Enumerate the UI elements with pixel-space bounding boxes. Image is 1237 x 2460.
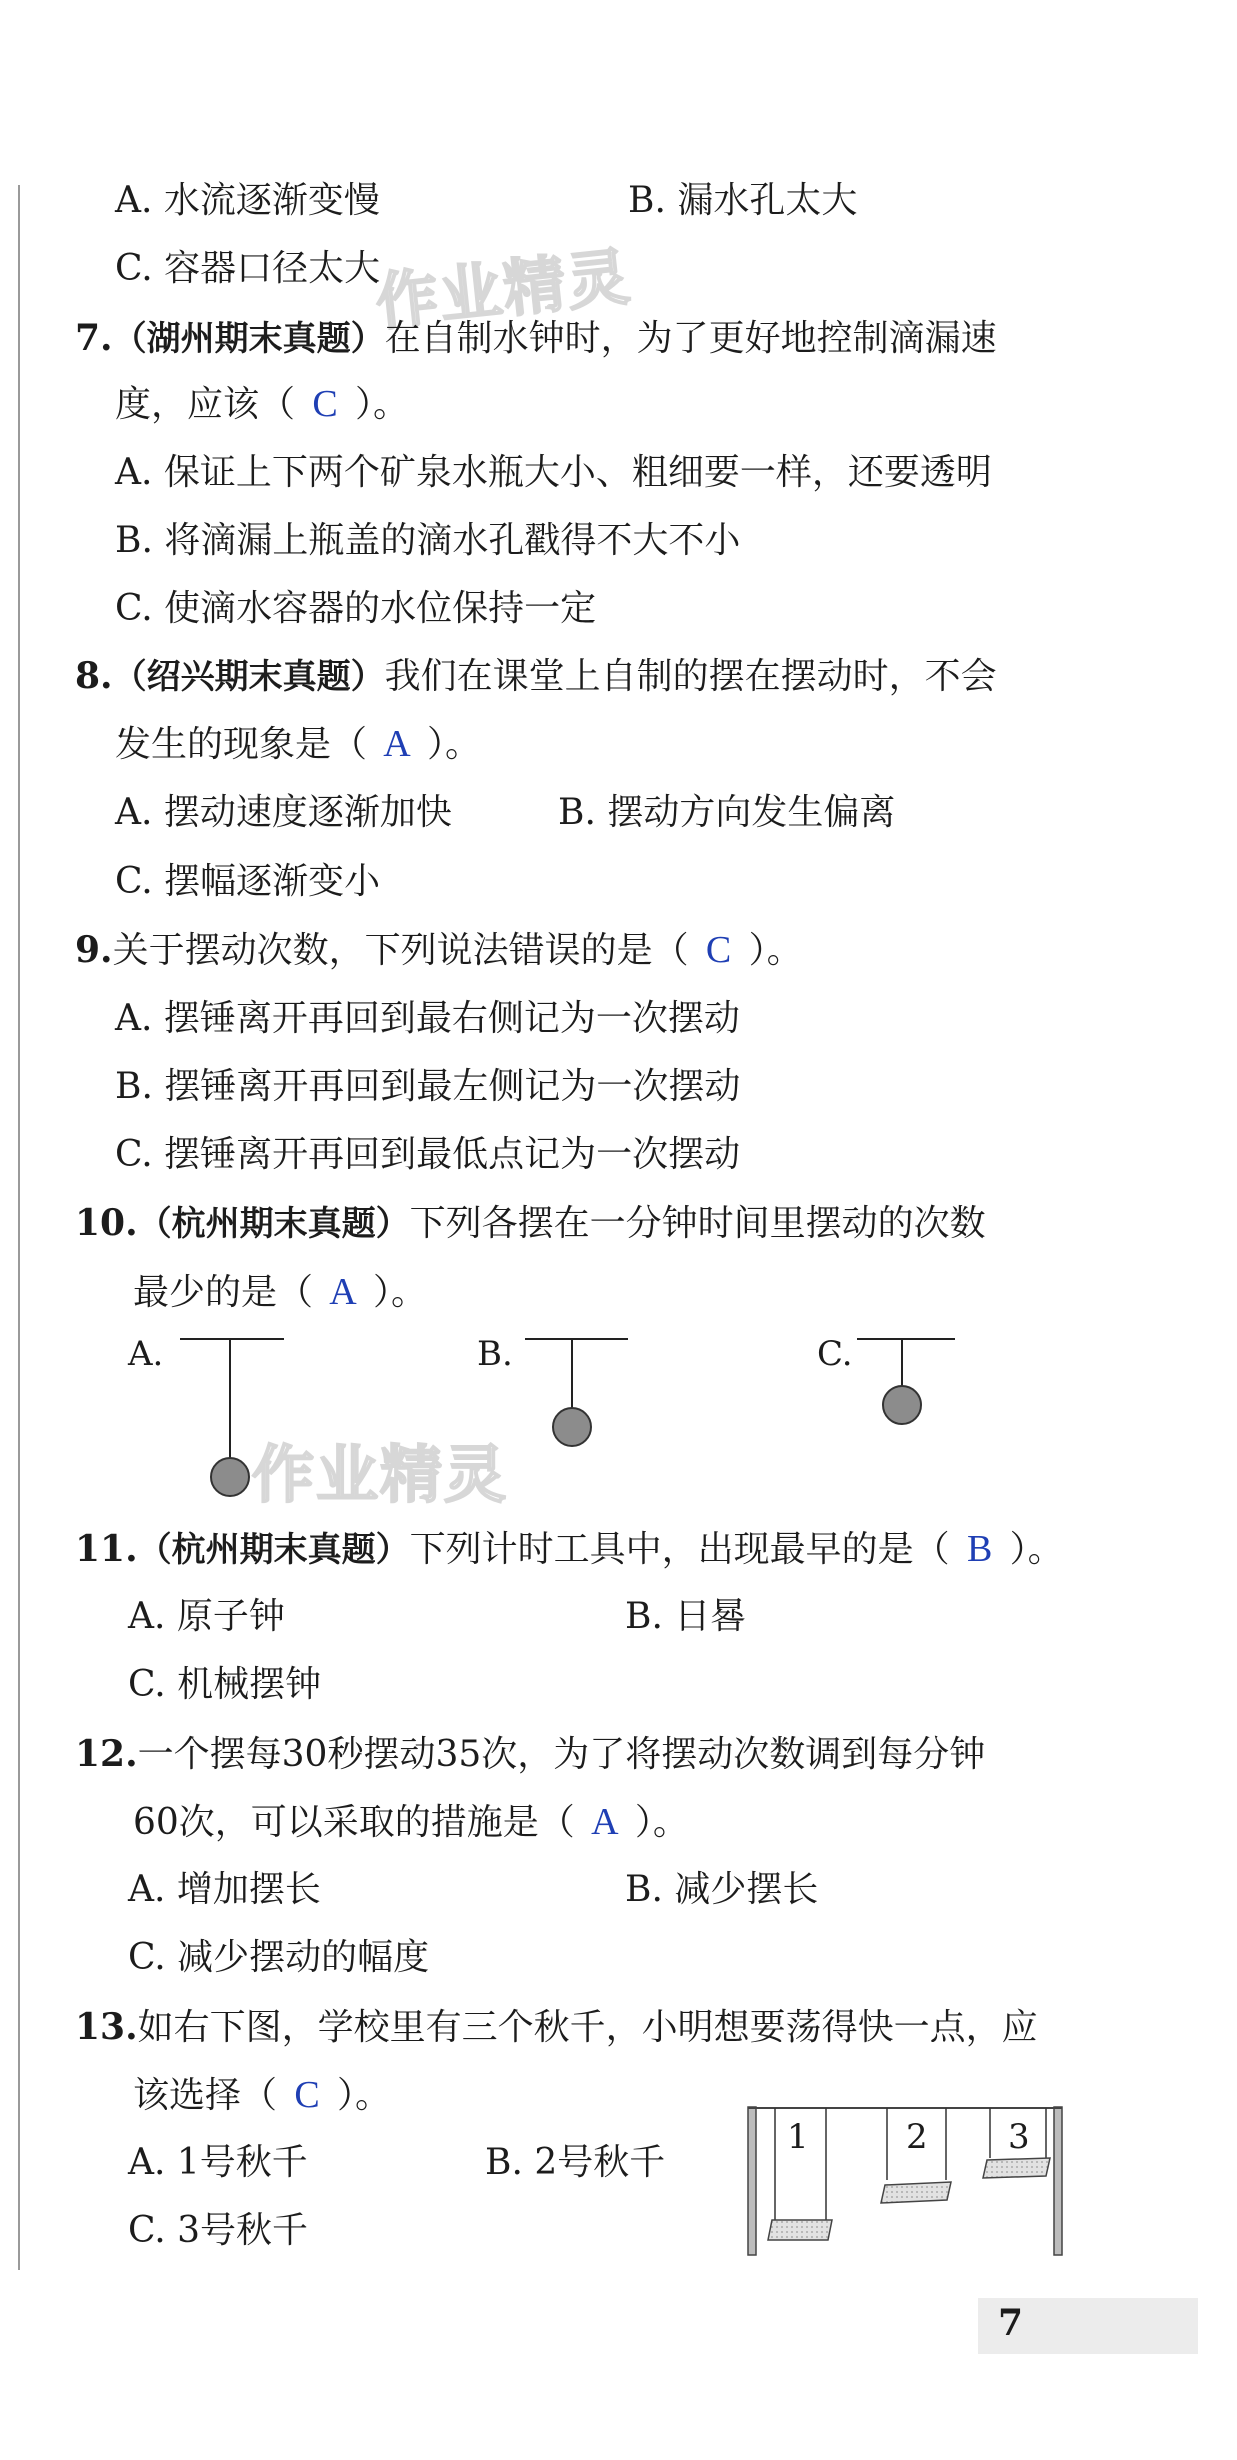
q11-answer: B — [966, 1528, 993, 1570]
q7-stem-text: 在自制水钟时，为了更好地控制滴漏速 — [384, 318, 997, 359]
q7-number: 7. — [75, 317, 113, 359]
q7-option-b: B. 将滴漏上瓶盖的滴水孔戳得不大不小 — [115, 520, 741, 561]
watermark: 作业精灵 — [252, 1438, 509, 1511]
q6-option-b: B. 漏水孔太大 — [628, 180, 858, 221]
q12-option-c: C. 减少摆动的幅度 — [128, 1937, 430, 1978]
swing-3-label: 3 — [1008, 2117, 1030, 2157]
q13-option-c: C. 3号秋千 — [128, 2210, 309, 2251]
swing-right-post — [1054, 2107, 1062, 2255]
q10-label-a: A. — [128, 1334, 164, 1374]
q8-answer: A — [383, 723, 411, 765]
q12-stem2-pre: 60次，可以采取的措施是（ — [133, 1802, 575, 1843]
swing-1-label: 1 — [787, 2117, 809, 2157]
q11-option-c: C. 机械摆钟 — [128, 1664, 322, 1705]
q7-option-a: A. 保证上下两个矿泉水瓶大小、粗细要一样，还要透明 — [115, 452, 992, 493]
q10-label-c: C. — [817, 1334, 853, 1374]
q10-answer: A — [329, 1271, 357, 1313]
q13-stem2-pre: 该选择（ — [133, 2075, 278, 2116]
page-number-box — [978, 2298, 1198, 2354]
swing-3-seat — [983, 2158, 1050, 2178]
q11-stem-pre: 下列计时工具中，出现最早的是（ — [409, 1529, 950, 1570]
q12-stem-text: 一个摆每30秒摆动35次，为了将摆动次数调到每分钟 — [137, 1734, 986, 1775]
q10-source: （杭州期末真题） — [137, 1204, 410, 1244]
q7-source: （湖州期末真题） — [112, 319, 385, 359]
watermark: 作业精灵 — [372, 239, 635, 340]
q6-option-c: C. 容器口径太大 — [115, 248, 381, 289]
q11-stem-post: ）。 — [1009, 1529, 1064, 1570]
q13-stem-text: 如右下图，学校里有三个秋千，小明想要荡得快一点，应 — [137, 2007, 1038, 2048]
swing-left-post — [748, 2107, 756, 2255]
q12-option-a: A. 增加摆长 — [128, 1869, 321, 1910]
swing-2-seat — [881, 2182, 951, 2203]
q7-stem2-post: ）。 — [355, 384, 410, 425]
swing-1-seat — [768, 2220, 832, 2240]
q9-stem-pre: 关于摆动次数，下列说法错误的是（ — [112, 930, 689, 971]
q13-option-b: B. 2号秋千 — [485, 2142, 666, 2183]
q12-stem2-post: ）。 — [634, 1802, 689, 1843]
q9-number: 9. — [75, 929, 113, 971]
q13-stem2-post: ）。 — [337, 2075, 392, 2116]
q8-option-c: C. 摆幅逐渐变小 — [115, 861, 381, 902]
q11-source: （杭州期末真题） — [137, 1530, 410, 1570]
q7-stem2-pre: 度，应该（ — [115, 384, 296, 425]
q6-option-a: A. 水流逐渐变慢 — [115, 180, 380, 221]
swing-2-label: 2 — [906, 2117, 928, 2157]
q10-stem2-pre: 最少的是（ — [133, 1272, 314, 1313]
q10-stem2-post: ）。 — [373, 1272, 428, 1313]
q13-number: 13. — [75, 2006, 138, 2048]
q8-stem-text: 我们在课堂上自制的摆在摆动时，不会 — [384, 656, 997, 697]
q12-number: 12. — [75, 1733, 138, 1775]
q9-answer: C — [705, 929, 732, 971]
q12-option-b: B. 减少摆长 — [625, 1869, 819, 1910]
q9-option-b: B. 摆锤离开再回到最左侧记为一次摆动 — [115, 1066, 741, 1107]
q8-option-b: B. 摆动方向发生偏离 — [558, 792, 896, 833]
q12-answer: A — [591, 1801, 619, 1843]
q11-number: 11. — [75, 1528, 138, 1570]
q10-number: 10. — [75, 1202, 138, 1244]
q8-stem2-post: ）。 — [427, 724, 482, 765]
q10-label-b: B. — [477, 1334, 513, 1374]
q8-stem2-pre: 发生的现象是（ — [115, 724, 368, 765]
q8-option-a: A. 摆动速度逐渐加快 — [115, 792, 452, 833]
q8-number: 8. — [75, 655, 113, 697]
q13-option-a: A. 1号秋千 — [128, 2142, 308, 2183]
q9-option-c: C. 摆锤离开再回到最低点记为一次摆动 — [115, 1134, 741, 1175]
q9-stem-post: ）。 — [748, 930, 803, 971]
q7-option-c: C. 使滴水容器的水位保持一定 — [115, 588, 597, 629]
q8-source: （绍兴期末真题） — [112, 657, 385, 697]
q11-option-a: A. 原子钟 — [128, 1596, 285, 1637]
q13-answer: C — [294, 2074, 320, 2116]
q11-option-b: B. 日晷 — [625, 1596, 747, 1637]
page-number: 7 — [998, 2302, 1024, 2344]
q9-option-a: A. 摆锤离开再回到最右侧记为一次摆动 — [115, 998, 740, 1039]
q10-stem-text: 下列各摆在一分钟时间里摆动的次数 — [409, 1203, 986, 1244]
q7-answer: C — [312, 383, 338, 425]
